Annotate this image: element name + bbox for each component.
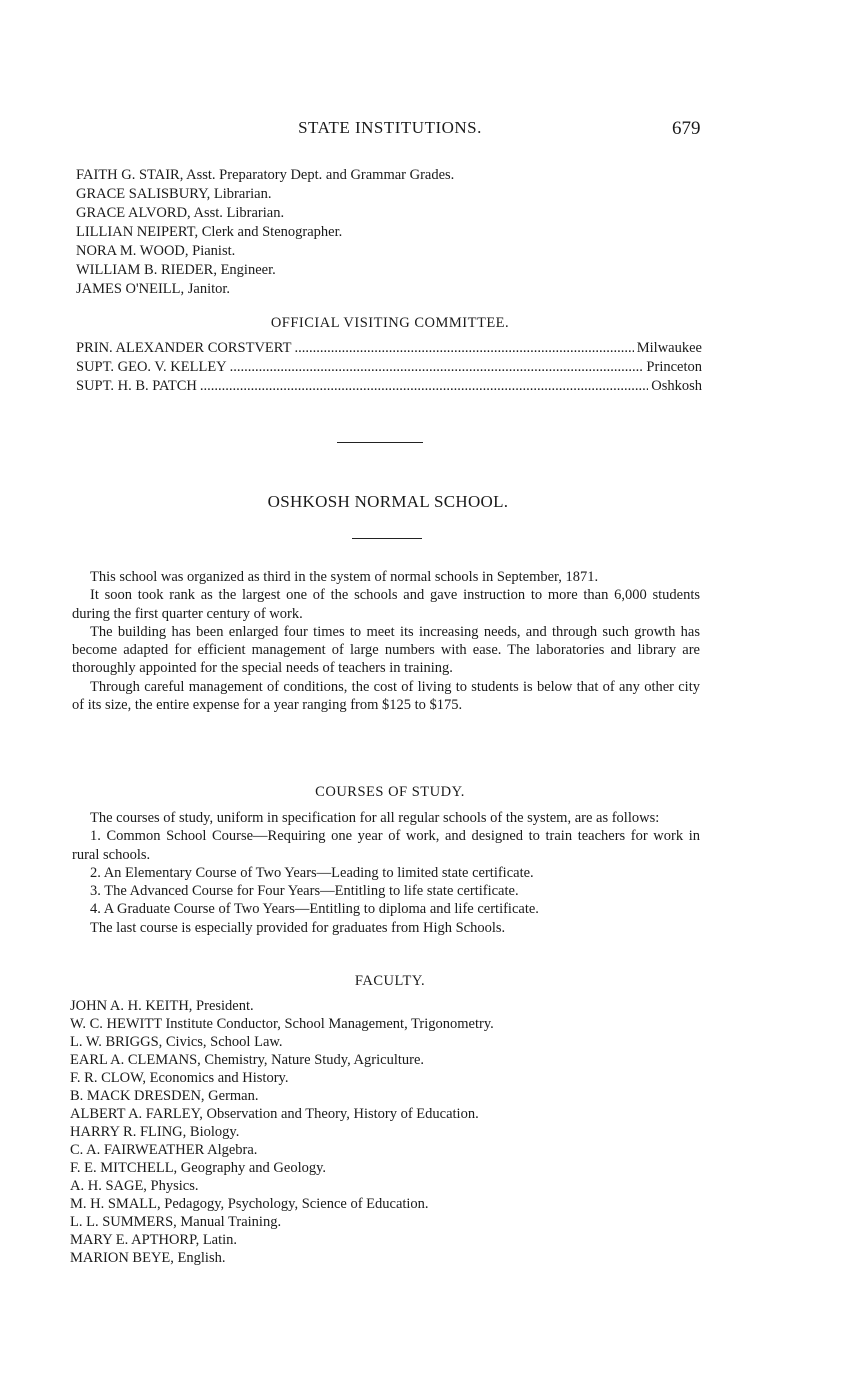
committee-member-name: SUPT. GEO. V. KELLEY bbox=[76, 359, 227, 375]
faculty-member: L. L. SUMMERS, Manual Training. bbox=[70, 1214, 282, 1230]
committee-row bbox=[76, 378, 702, 396]
committee-member-place: Princeton bbox=[646, 359, 702, 375]
faculty-member: C. A. FAIRWEATHER Algebra. bbox=[70, 1142, 258, 1158]
running-header-title: STATE INSTITUTIONS. bbox=[298, 118, 482, 137]
faculty-member: M. H. SMALL, Pedagogy, Psychology, Science of Education. bbox=[70, 1196, 429, 1212]
description-paragraph: The building has been enlarged four times to meet its increasing needs, and through such growth has become adapted for efficient management of large numbers with ease. The laboratories and library are thoroughly appointed for the special needs of teachers in training. bbox=[72, 623, 700, 677]
leader-dots bbox=[200, 378, 648, 396]
faculty-member: F. R. CLOW, Economics and History. bbox=[70, 1070, 289, 1086]
faculty-member: L. W. BRIGGS, Civics, School Law. bbox=[70, 1034, 283, 1050]
committee-member-place: Milwaukee bbox=[636, 340, 702, 356]
committee-member-place: Oshkosh bbox=[651, 378, 702, 394]
committee-row bbox=[76, 359, 702, 377]
faculty-member: JOHN A. H. KEITH, President. bbox=[70, 998, 254, 1014]
courses-note: The last course is especially provided for graduates from High Schools. bbox=[90, 919, 506, 936]
title-underline bbox=[352, 538, 422, 539]
staff-line: FAITH G. STAIR, Asst. Preparatory Dept. and Grammar Grades. bbox=[76, 167, 455, 183]
faculty-member: MARY E. APTHORP, Latin. bbox=[70, 1232, 238, 1248]
faculty-member: EARL A. CLEMANS, Chemistry, Nature Study, Agriculture. bbox=[70, 1052, 425, 1068]
staff-line: GRACE ALVORD, Asst. Librarian. bbox=[76, 205, 285, 221]
committee-member-name: SUPT. H. B. PATCH bbox=[76, 378, 197, 394]
faculty-member: MARION BEYE, English. bbox=[70, 1250, 226, 1266]
staff-line: GRACE SALISBURY, Librarian. bbox=[76, 186, 272, 202]
committee-member-name: PRIN. ALEXANDER CORSTVERT bbox=[76, 340, 292, 356]
section-divider bbox=[337, 442, 423, 443]
page-number: 679 bbox=[672, 118, 701, 139]
school-description bbox=[72, 568, 700, 714]
staff-line: WILLIAM B. RIEDER, Engineer. bbox=[76, 262, 276, 278]
faculty-heading: FACULTY. bbox=[354, 973, 426, 989]
faculty-member: B. MACK DRESDEN, German. bbox=[70, 1088, 259, 1104]
description-paragraph: This school was organized as third in the system of normal schools in September, 1871. bbox=[90, 569, 599, 585]
leader-dots bbox=[230, 359, 644, 377]
courses-list bbox=[72, 809, 700, 937]
faculty-member: HARRY R. FLING, Biology. bbox=[70, 1124, 240, 1140]
visiting-committee-heading: OFFICIAL VISITING COMMITTEE. bbox=[270, 315, 510, 331]
faculty-member: ALBERT A. FARLEY, Observation and Theory, History of Education. bbox=[70, 1106, 479, 1122]
course-item: 3. The Advanced Course for Four Years—Entitling to life state certificate. bbox=[90, 883, 519, 900]
staff-line: LILLIAN NEIPERT, Clerk and Stenographer. bbox=[76, 224, 343, 240]
staff-line: JAMES O'NEILL, Janitor. bbox=[76, 281, 231, 297]
description-paragraph: It soon took rank as the largest one of the schools and gave instruction to more than 6,000 students during the first quarter century of work. bbox=[72, 587, 700, 622]
course-item: 4. A Graduate Course of Two Years—Entitling to diploma and life certificate. bbox=[90, 901, 539, 918]
faculty-member: A. H. SAGE, Physics. bbox=[70, 1178, 199, 1194]
staff-line: NORA M. WOOD, Pianist. bbox=[76, 243, 236, 259]
courses-intro: The courses of study, uniform in specification for all regular schools of the system, are as follows: bbox=[90, 810, 660, 826]
school-title: OSHKOSH NORMAL SCHOOL. bbox=[267, 492, 509, 511]
faculty-member: F. E. MITCHELL, Geography and Geology. bbox=[70, 1160, 327, 1176]
course-item: 2. An Elementary Course of Two Years—Leading to limited state certificate. bbox=[90, 864, 534, 881]
description-paragraph: Through careful management of conditions, the cost of living to students is below that of any other city of its size, the entire expense for a year ranging from $125 to $175. bbox=[72, 678, 700, 714]
course-item: 1. Common School Course—Requiring one year of work, and designed to train teachers for work in rural schools. bbox=[72, 828, 700, 863]
faculty-member: W. C. HEWITT Institute Conductor, School Management, Trigonometry. bbox=[70, 1016, 494, 1032]
courses-heading: COURSES OF STUDY. bbox=[315, 784, 465, 800]
leader-dots bbox=[294, 340, 633, 358]
committee-row bbox=[76, 340, 702, 358]
